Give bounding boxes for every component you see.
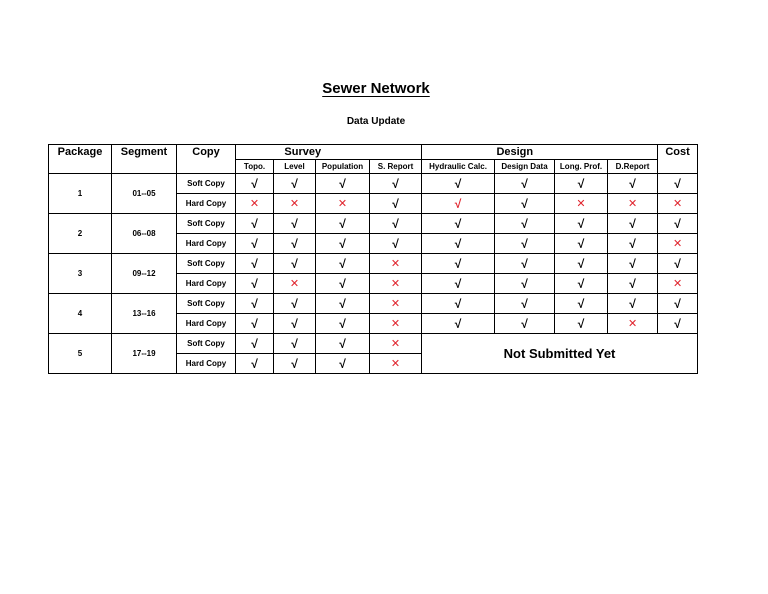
- check-icon: √: [236, 334, 274, 354]
- check-icon: √: [422, 194, 495, 214]
- table-row: [49, 214, 698, 234]
- check-icon: √: [422, 314, 495, 334]
- check-icon: √: [555, 214, 608, 234]
- package-cell: 2: [49, 214, 112, 254]
- check-icon: √: [608, 234, 658, 254]
- check-icon: √: [316, 314, 370, 334]
- check-icon: √: [658, 314, 698, 334]
- check-icon: √: [274, 214, 316, 234]
- status-table: [48, 144, 698, 374]
- cross-icon: ✕: [370, 354, 422, 374]
- check-icon: √: [495, 174, 555, 194]
- cross-icon: ✕: [658, 274, 698, 294]
- check-icon: √: [316, 174, 370, 194]
- package-cell: 5: [49, 334, 112, 374]
- check-icon: √: [422, 214, 495, 234]
- check-icon: √: [316, 334, 370, 354]
- cross-icon: ✕: [370, 294, 422, 314]
- check-icon: √: [422, 174, 495, 194]
- document-title: [0, 80, 752, 97]
- cross-icon: ✕: [370, 334, 422, 354]
- check-icon: √: [274, 174, 316, 194]
- package-cell: 4: [49, 294, 112, 334]
- table-row: [49, 294, 698, 314]
- check-icon: √: [555, 274, 608, 294]
- table-row: [49, 174, 698, 194]
- check-icon: √: [422, 274, 495, 294]
- check-icon: √: [658, 294, 698, 314]
- check-icon: √: [422, 254, 495, 274]
- document-subtitle: Data Update: [346, 116, 406, 127]
- header-package: Package: [49, 145, 112, 160]
- check-icon: √: [608, 174, 658, 194]
- header-design-spacer: [608, 145, 658, 160]
- package-cell: 1: [49, 174, 112, 214]
- check-icon: √: [555, 234, 608, 254]
- cross-icon: ✕: [555, 194, 608, 214]
- check-icon: √: [422, 234, 495, 254]
- cross-icon: ✕: [370, 314, 422, 334]
- title-text: Sewer Network: [322, 80, 430, 97]
- check-icon: √: [274, 254, 316, 274]
- check-icon: √: [555, 254, 608, 274]
- header-row-sub: [49, 160, 698, 174]
- header-design: Design: [422, 145, 608, 160]
- check-icon: √: [658, 214, 698, 234]
- check-icon: √: [495, 214, 555, 234]
- copy-type-cell: Soft Copy: [177, 294, 236, 314]
- table-row: [49, 334, 698, 354]
- check-icon: √: [316, 254, 370, 274]
- header-package-cont: [49, 160, 112, 174]
- check-icon: √: [555, 174, 608, 194]
- copy-type-cell: Hard Copy: [177, 354, 236, 374]
- check-icon: √: [555, 314, 608, 334]
- header-segment-cont: [112, 160, 177, 174]
- check-icon: √: [370, 174, 422, 194]
- copy-type-cell: Soft Copy: [177, 174, 236, 194]
- check-icon: √: [608, 294, 658, 314]
- check-icon: √: [608, 254, 658, 274]
- header-survey: Survey: [236, 145, 370, 160]
- check-icon: √: [495, 294, 555, 314]
- check-icon: √: [495, 194, 555, 214]
- header-s-report: S. Report: [370, 160, 422, 174]
- cross-icon: ✕: [316, 194, 370, 214]
- check-icon: √: [370, 234, 422, 254]
- check-icon: √: [370, 214, 422, 234]
- check-icon: √: [236, 314, 274, 334]
- cross-icon: ✕: [274, 194, 316, 214]
- header-survey-spacer: [370, 145, 422, 160]
- check-icon: √: [370, 194, 422, 214]
- cross-icon: ✕: [658, 194, 698, 214]
- segment-cell: 06--08: [112, 214, 177, 254]
- check-icon: √: [495, 274, 555, 294]
- header-segment: Segment: [112, 145, 177, 160]
- header-cost-cont: [658, 160, 698, 174]
- header-hydraulic: Hydraulic Calc.: [422, 160, 495, 174]
- check-icon: √: [608, 214, 658, 234]
- package-cell: 3: [49, 254, 112, 294]
- check-icon: √: [236, 234, 274, 254]
- check-icon: √: [236, 294, 274, 314]
- cross-icon: ✕: [370, 274, 422, 294]
- check-icon: √: [274, 354, 316, 374]
- check-icon: √: [274, 234, 316, 254]
- check-icon: √: [316, 354, 370, 374]
- header-copy: Copy: [177, 145, 236, 160]
- check-icon: √: [495, 234, 555, 254]
- not-submitted-cell: Not Submitted Yet: [422, 334, 698, 374]
- segment-cell: 01--05: [112, 174, 177, 214]
- check-icon: √: [608, 274, 658, 294]
- header-copy-cont: [177, 160, 236, 174]
- check-icon: √: [274, 294, 316, 314]
- check-icon: √: [274, 314, 316, 334]
- header-row-main: [49, 145, 698, 160]
- copy-type-cell: Soft Copy: [177, 254, 236, 274]
- check-icon: √: [316, 274, 370, 294]
- check-icon: √: [274, 334, 316, 354]
- check-icon: √: [316, 234, 370, 254]
- cross-icon: ✕: [608, 314, 658, 334]
- header-d-report: D.Report: [608, 160, 658, 174]
- check-icon: √: [422, 294, 495, 314]
- check-icon: √: [236, 214, 274, 234]
- copy-type-cell: Hard Copy: [177, 314, 236, 334]
- table-row: [49, 254, 698, 274]
- header-level: Level: [274, 160, 316, 174]
- check-icon: √: [658, 174, 698, 194]
- check-icon: √: [495, 254, 555, 274]
- cross-icon: ✕: [274, 274, 316, 294]
- header-topo: Topo.: [236, 160, 274, 174]
- check-icon: √: [495, 314, 555, 334]
- header-cost: Cost: [658, 145, 698, 160]
- copy-type-cell: Hard Copy: [177, 234, 236, 254]
- header-population: Population: [316, 160, 370, 174]
- header-long-prof: Long. Prof.: [555, 160, 608, 174]
- segment-cell: 17--19: [112, 334, 177, 374]
- segment-cell: 13--16: [112, 294, 177, 334]
- copy-type-cell: Soft Copy: [177, 214, 236, 234]
- check-icon: √: [236, 174, 274, 194]
- check-icon: √: [236, 274, 274, 294]
- check-icon: √: [658, 254, 698, 274]
- check-icon: √: [236, 254, 274, 274]
- segment-cell: 09--12: [112, 254, 177, 294]
- cross-icon: ✕: [658, 234, 698, 254]
- cross-icon: ✕: [370, 254, 422, 274]
- copy-type-cell: Hard Copy: [177, 194, 236, 214]
- cross-icon: ✕: [608, 194, 658, 214]
- cross-icon: ✕: [236, 194, 274, 214]
- copy-type-cell: Soft Copy: [177, 334, 236, 354]
- check-icon: √: [316, 294, 370, 314]
- check-icon: √: [316, 214, 370, 234]
- check-icon: √: [555, 294, 608, 314]
- check-icon: √: [236, 354, 274, 374]
- header-design-data: Design Data: [495, 160, 555, 174]
- copy-type-cell: Hard Copy: [177, 274, 236, 294]
